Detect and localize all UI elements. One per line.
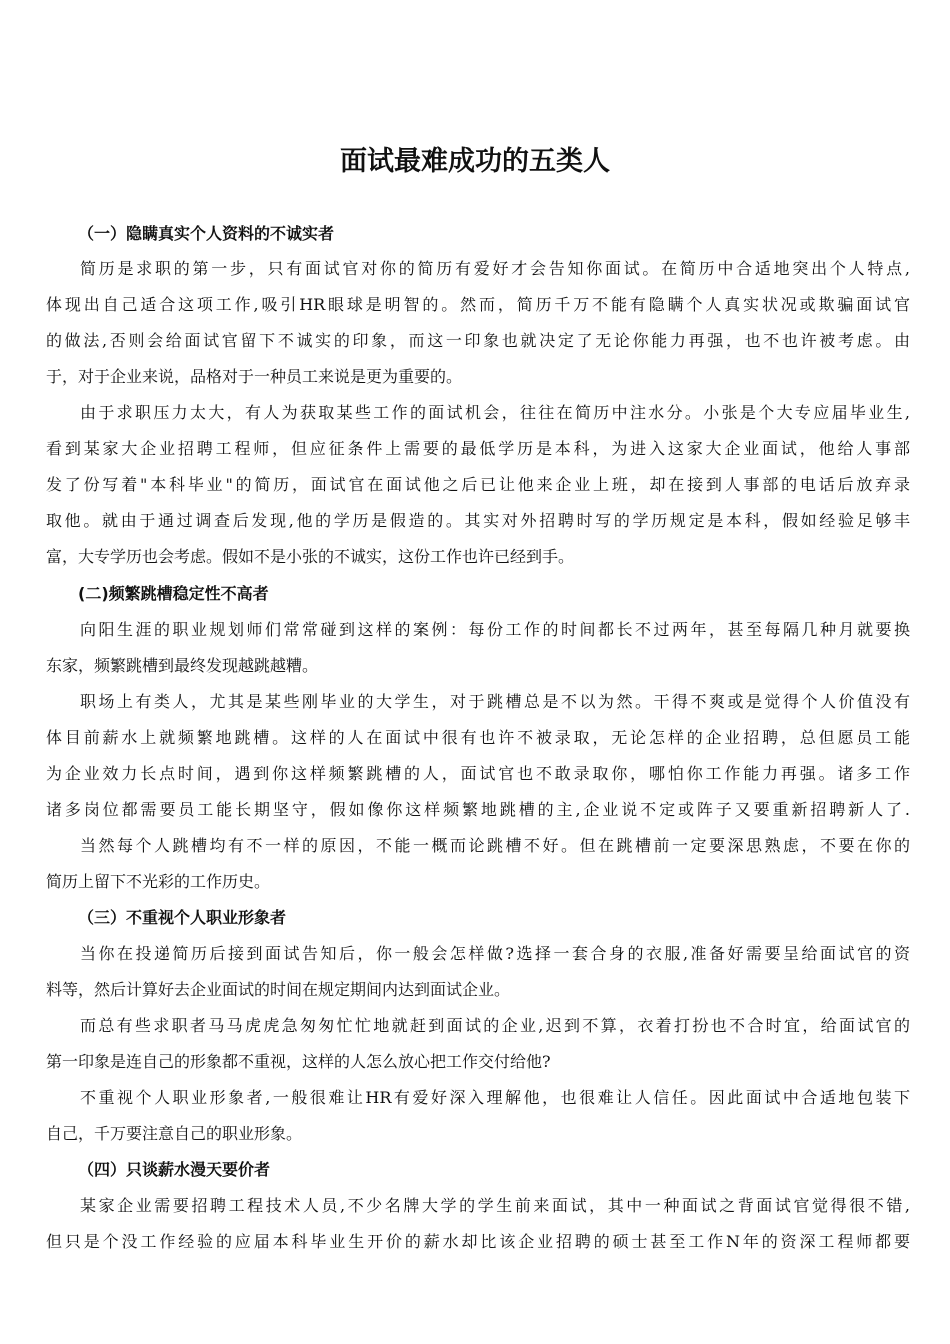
paragraph-line: 自己，千万要注意自己的职业形象。 [46,1124,303,1143]
section-heading-2: (二)频繁跳槽稳定性不高者 [78,584,269,603]
paragraph-line: 当你在投递简历后接到面试告知后，你一般会怎样做?选择一套合身的衣服,准备好需要呈给面试官的资 [80,944,910,963]
paragraph-line: 但只是个没工作经验的应届本科毕业生开价的薪水却比该企业招聘的硕士甚至工作N年的资深工程师都要 [46,1232,910,1251]
paragraph-line: 诸多岗位都需要员工能长期坚守，假如像你这样频繁地跳槽的主,企业说不定或阵子又要重新招聘新人了. [46,800,910,819]
paragraph-line: 不重视个人职业形象者,一般很难让HR有爱好深入理解他，也很难让人信任。因此面试中合适地包装下 [80,1088,910,1107]
section-heading-1: （一）隐瞒真实个人资料的不诚实者 [78,224,335,243]
section-heading-3: （三）不重视个人职业形象者 [78,908,287,927]
paragraph-line: 某家企业需要招聘工程技术人员,不少名牌大学的学生前来面试，其中一种面试之背面试官觉得很不错, [80,1196,910,1215]
paragraph-line: 料等，然后计算好去企业面试的时间在规定期间内达到面试企业。 [46,980,511,999]
paragraph-line: 职场上有类人，尤其是某些刚毕业的大学生，对于跳槽总是不以为然。干得不爽或是觉得个人价值没有 [80,692,910,711]
paragraph-line: 东家，频繁跳槽到最终发现越跳越糟。 [46,656,319,675]
paragraph-line: 发了份写着"本科毕业"的简历，面试官在面试他之后已让他来企业上班，却在接到人事部的电话后放弃录 [46,475,910,494]
paragraph-line: 富，大专学历也会考虑。假如不是小张的不诚实，这份工作也许已经到手。 [46,547,575,566]
paragraph-line: 取他。就由于通过调查后发现,他的学历是假造的。其实对外招聘时写的学历规定是本科，假如经验足够丰 [46,511,910,530]
paragraph-line: 当然每个人跳槽均有不一样的原因，不能一概而论跳槽不好。但在跳槽前一定要深思熟虑，不要在你的 [80,836,910,855]
paragraph-line: 而总有些求职者马马虎虎急匆匆忙忙地就赶到面试的企业,迟到不算，衣着打扮也不合时宜，给面试官的 [80,1016,910,1035]
paragraph-line: 看到某家大企业招聘工程师，但应征条件上需要的最低学历是本科，为进入这家大企业面试，他给人事部 [46,439,910,458]
paragraph-line: 简历是求职的第一步，只有面试官对你的简历有爱好才会告知你面试。在简历中合适地突出个人特点, [80,259,910,278]
paragraph-line: 于，对于企业来说，品格对于一种员工来说是更为重要的。 [46,367,463,386]
paragraph-line: 简历上留下不光彩的工作历史。 [46,872,271,891]
paragraph-line: 为企业效力长点时间，遇到你这样频繁跳槽的人，面试官也不敢录取你，哪怕你工作能力再强。诸多工作 [46,764,910,783]
page-title: 面试最难成功的五类人 [340,146,610,177]
paragraph-line: 体目前薪水上就频繁地跳槽。这样的人在面试中很有也许不被录取，无论怎样的企业招聘，总但愿员工能 [46,728,910,747]
paragraph-line: 第一印象是连自己的形象都不重视，这样的人怎么放心把工作交付给他? [46,1052,551,1071]
section-heading-4: （四）只谈薪水漫天要价者 [78,1160,271,1179]
paragraph-line: 的做法,否则会给面试官留下不诚实的印象，而这一印象也就决定了无论你能力再强，也不也许被考虑。由 [46,331,910,350]
paragraph-line: 由于求职压力太大，有人为获取某些工作的面试机会，往往在简历中注水分。小张是个大专应届毕业生, [80,403,910,422]
paragraph-line: 向阳生涯的职业规划师们常常碰到这样的案例：每份工作的时间都长不过两年，甚至每隔几种月就要换 [80,620,910,639]
paragraph-line: 体现出自己适合这项工作,吸引HR眼球是明智的。然而，简历千万不能有隐瞒个人真实状况或欺骗面试官 [46,295,910,314]
